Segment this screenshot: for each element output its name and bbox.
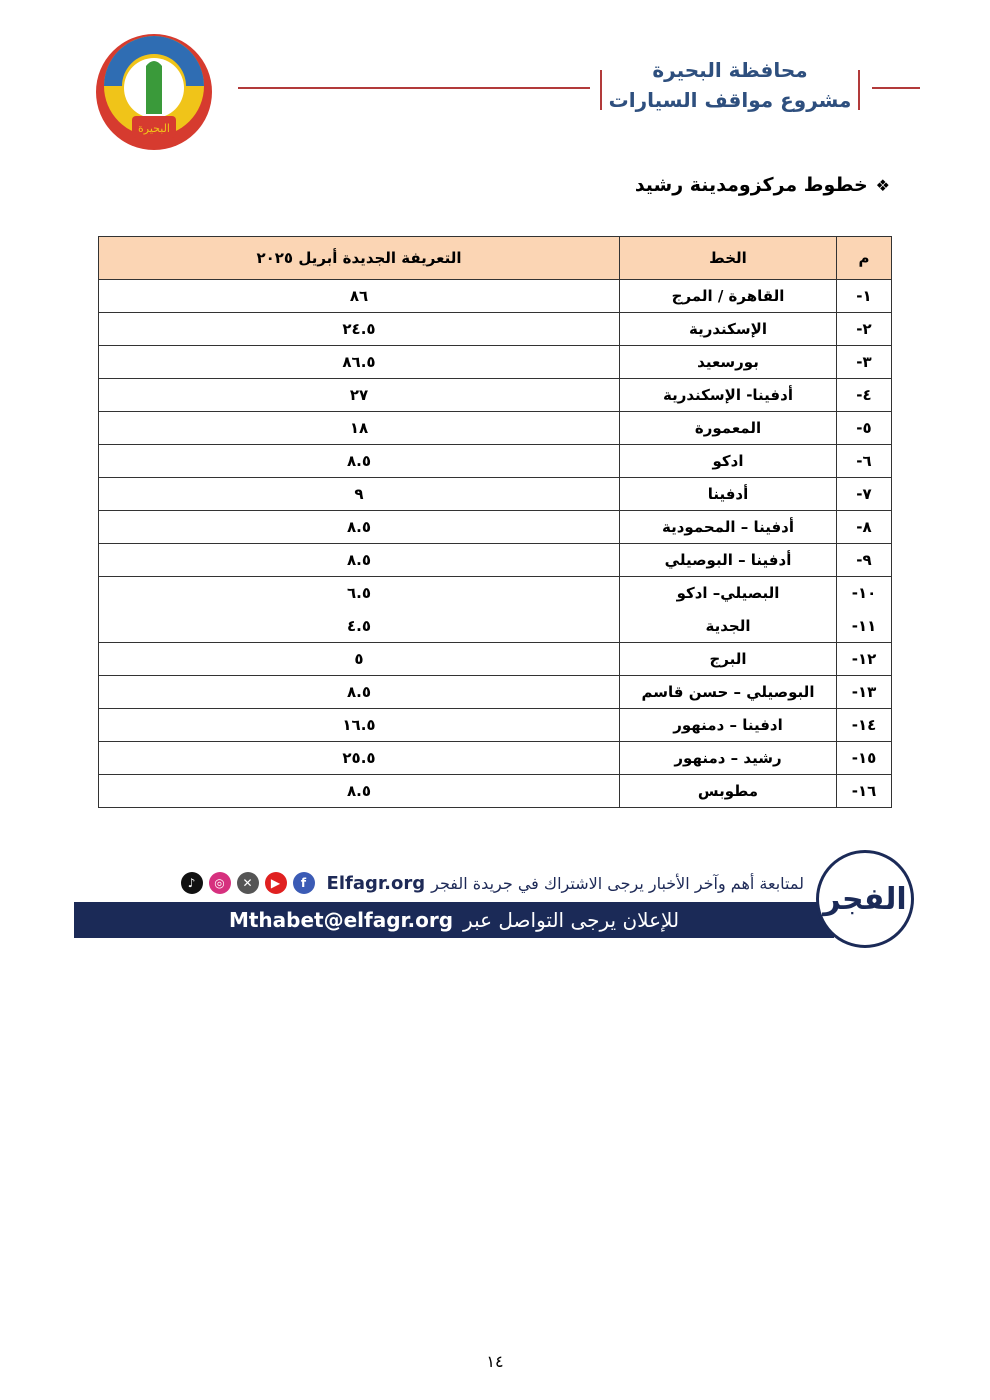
row-line: أدفينا- الإسكندرية bbox=[620, 379, 837, 412]
header-fare: التعريفة الجديدة أبريل ٢٠٢٥ bbox=[99, 237, 620, 280]
header-divider-right bbox=[872, 87, 920, 89]
table-row bbox=[99, 742, 892, 775]
table-row bbox=[99, 775, 892, 808]
social-icons bbox=[181, 872, 315, 894]
section-heading bbox=[635, 174, 890, 196]
row-line: أدفينا – المحمودية bbox=[620, 511, 837, 544]
row-line: أدفينا – البوصيلي bbox=[620, 544, 837, 577]
banner-contact-bar bbox=[74, 902, 834, 938]
row-num: ٨- bbox=[837, 511, 892, 544]
row-line: أدفينا bbox=[620, 478, 837, 511]
row-fare: ٤.٥ bbox=[99, 610, 620, 643]
row-fare: ٢٤.٥ bbox=[99, 313, 620, 346]
row-fare: ٢٧ bbox=[99, 379, 620, 412]
contact-email[interactable]: Mthabet@elfagr.org bbox=[228, 908, 454, 932]
header-num: م bbox=[837, 237, 892, 280]
ads-text: للإعلان يرجى التواصل عبر bbox=[463, 908, 680, 932]
table-row bbox=[99, 643, 892, 676]
table-row bbox=[99, 544, 892, 577]
governorate-logo bbox=[86, 26, 222, 156]
row-fare: ١٨ bbox=[99, 412, 620, 445]
row-num: ١٥- bbox=[837, 742, 892, 775]
row-line: بورسعيد bbox=[620, 346, 837, 379]
row-fare: ٥ bbox=[99, 643, 620, 676]
row-num: ٦- bbox=[837, 445, 892, 478]
table-row bbox=[99, 610, 892, 643]
facebook-icon[interactable]: f bbox=[293, 872, 315, 894]
table-header-row bbox=[99, 237, 892, 280]
row-num: ١٦- bbox=[837, 775, 892, 808]
row-fare: ٦.٥ bbox=[99, 577, 620, 610]
row-num: ٢- bbox=[837, 313, 892, 346]
follow-text: لمتابعة أهم وآخر الأخبار يرجى الاشتراك في جريدة الفجر bbox=[431, 873, 804, 893]
section-title: خطوط مركزومدينة رشيد bbox=[634, 174, 868, 196]
table-row bbox=[99, 511, 892, 544]
bullet-icon: ❖ bbox=[875, 175, 890, 195]
elfagr-banner bbox=[74, 850, 920, 945]
elfagr-logo-text: الفجر bbox=[823, 881, 907, 917]
row-line: ادكو bbox=[620, 445, 837, 478]
page-number: ١٤ bbox=[486, 1352, 504, 1371]
table-row bbox=[99, 577, 892, 610]
row-num: ١٣- bbox=[837, 676, 892, 709]
row-line: البصيلي– ادكو bbox=[620, 577, 837, 610]
row-num: ٧- bbox=[837, 478, 892, 511]
table-row bbox=[99, 412, 892, 445]
table-row bbox=[99, 379, 892, 412]
instagram-icon[interactable]: ◎ bbox=[209, 872, 231, 894]
row-num: ٩- bbox=[837, 544, 892, 577]
row-line: البرج bbox=[620, 643, 837, 676]
header-bar-right bbox=[858, 70, 860, 110]
row-line: رشيد – دمنهور bbox=[620, 742, 837, 775]
youtube-icon[interactable]: ▶ bbox=[265, 872, 287, 894]
row-num: ١- bbox=[837, 280, 892, 313]
table-row bbox=[99, 313, 892, 346]
row-fare: ٨٦ bbox=[99, 280, 620, 313]
row-line: البوصيلي – حسن قاسم bbox=[620, 676, 837, 709]
row-line: الإسكندرية bbox=[620, 313, 837, 346]
table-row bbox=[99, 709, 892, 742]
row-fare: ٨٦.٥ bbox=[99, 346, 620, 379]
row-num: ٥- bbox=[837, 412, 892, 445]
page-header bbox=[0, 0, 990, 170]
row-num: ٣- bbox=[837, 346, 892, 379]
row-line: مطوبس bbox=[620, 775, 837, 808]
row-fare: ٢٥.٥ bbox=[99, 742, 620, 775]
fares-table bbox=[98, 236, 892, 808]
svg-text:البحيرة: البحيرة bbox=[138, 122, 170, 135]
tiktok-icon[interactable]: ♪ bbox=[181, 872, 203, 894]
banner-follow-line bbox=[84, 868, 804, 898]
row-num: ١٠- bbox=[837, 577, 892, 610]
row-num: ١١- bbox=[837, 610, 892, 643]
header-bar-left bbox=[600, 70, 602, 110]
row-fare: ٨.٥ bbox=[99, 445, 620, 478]
table-row bbox=[99, 280, 892, 313]
row-fare: ٨.٥ bbox=[99, 511, 620, 544]
table-row bbox=[99, 445, 892, 478]
header-divider-left bbox=[238, 87, 590, 89]
row-fare: ٨.٥ bbox=[99, 676, 620, 709]
row-num: ١٤- bbox=[837, 709, 892, 742]
table-row bbox=[99, 676, 892, 709]
row-fare: ٨.٥ bbox=[99, 775, 620, 808]
header-line: الخط bbox=[620, 237, 837, 280]
project-name: مشروع مواقف السيارات bbox=[608, 88, 852, 112]
row-line: المعمورة bbox=[620, 412, 837, 445]
site-link[interactable]: Elfagr.org bbox=[326, 872, 426, 894]
table-row bbox=[99, 346, 892, 379]
table-row bbox=[99, 478, 892, 511]
row-fare: ٨.٥ bbox=[99, 544, 620, 577]
row-line: الجدية bbox=[620, 610, 837, 643]
row-fare: ٩ bbox=[99, 478, 620, 511]
elfagr-logo bbox=[816, 850, 914, 948]
row-num: ١٢- bbox=[837, 643, 892, 676]
governorate-name: محافظة البحيرة bbox=[652, 58, 808, 82]
x-icon[interactable]: ✕ bbox=[237, 872, 259, 894]
row-num: ٤- bbox=[837, 379, 892, 412]
row-line: ادفينا – دمنهور bbox=[620, 709, 837, 742]
row-line: القاهرة / المرج bbox=[620, 280, 837, 313]
row-fare: ١٦.٥ bbox=[99, 709, 620, 742]
